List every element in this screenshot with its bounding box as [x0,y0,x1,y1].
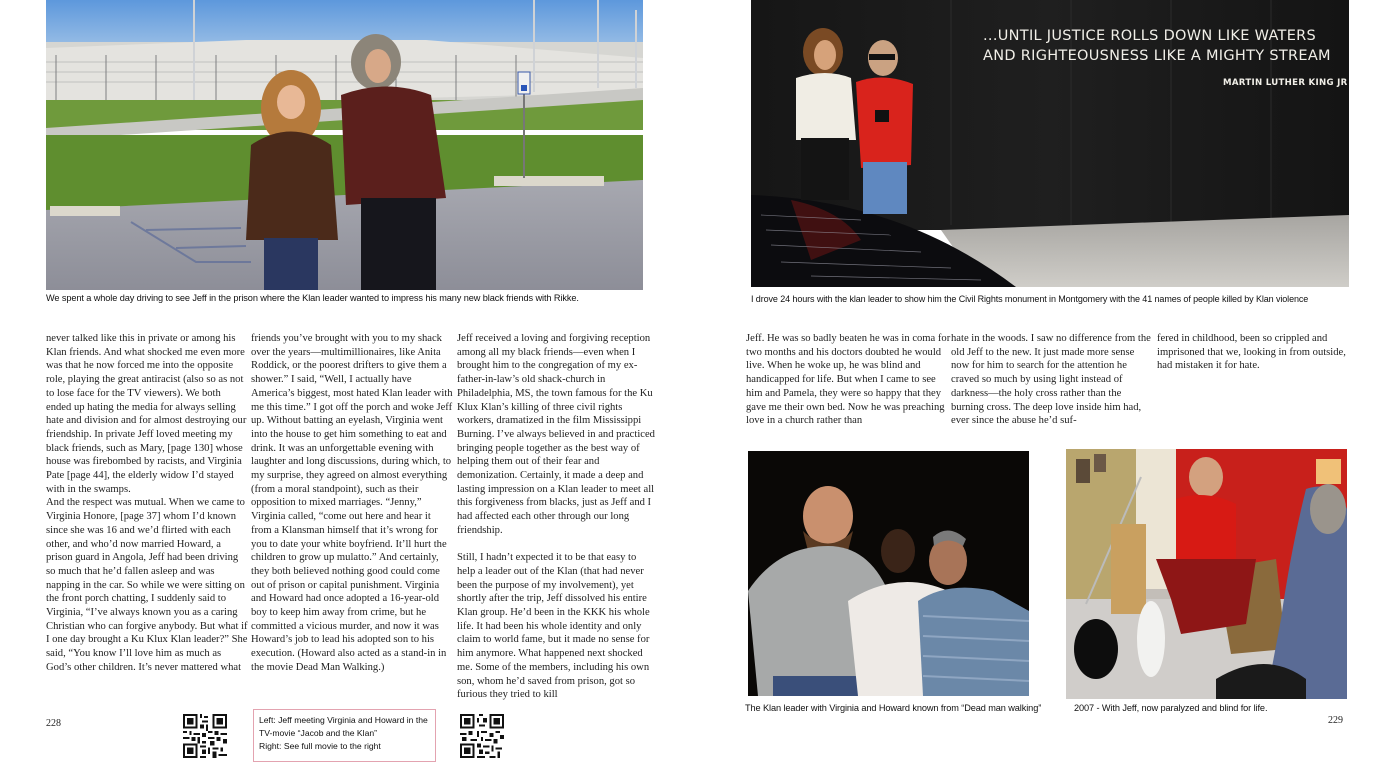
left-column-2 [251,332,453,675]
right-column-3 [1157,332,1357,373]
left-column-3 [457,332,657,702]
memorial-photo-caption: I drove 24 hours with the klan leader to show him the Civil Rights monument in Montgomery with the 41 names of people killed by Klan violence [751,294,1309,304]
memorial-quote-line-2: AND RIGHTEOUSNESS LIKE A MIGHTY STREAM [983,48,1331,64]
virginia-howard-caption: The Klan leader with Virginia and Howard known from “Dead man walking” [745,703,1042,713]
jeff-2007-photo [1066,449,1347,699]
memorial-quote-author: MARTIN LUTHER KING JR [1223,78,1348,88]
qr-code-right[interactable] [460,714,504,758]
qr-code-left[interactable] [183,714,227,758]
prison-scene-image [46,0,643,290]
qr-note-box [253,709,436,762]
paragraph: never talked like this in private or among his Klan friends. And what shocked me even more was that he now forced me into the opposite role, playing the great antiracist (also so as not to lose face for the TV viewers). We both ended up hating the media for always selling hate and division and for almost destroying our friendship. In private Jeff loved meeting my black friends, such as Mary, [page 130] whose house was firebombed by racists, and Virginia Pate [page 44], the elderly widow I’d stayed with in the swamps. [46,333,247,495]
right-column-1 [746,332,951,428]
qr-note-line: TV-movie “Jacob and the Klan” [259,728,377,739]
night-group-image [748,451,1029,696]
right-column-2 [951,332,1153,428]
virginia-howard-photo [748,451,1029,696]
left-column-1 [46,332,248,675]
page-number-right: 229 [1328,715,1343,726]
living-room-image [1066,449,1347,699]
paragraph: hate in the woods. I saw no difference from the old Jeff to the new. It just made more sense now for him to search for the attention he craved so much by using light instead of darkness—the holy cross rather than the burning cross. The deep love inside him had, ever since the abuse he’d suf- [951,333,1151,427]
paragraph: And the respect was mutual. When we came to Virginia Honore, [page 37] whom I’d known since she was 16 and we’d flirted with each other, and who’d now married Howard, a prison guard in Angola, Jeff had been driving so much that he’d fallen asleep and was napping in the car. So while we were sitting on the front porch chatting, I suddenly said to Virginia, “I’ve always known you as a caring Christian who can forgive anybody. But what if I one day brought a Ku Klux Klan leader?” She said, “You know I’ll love him as much as God’s other children. It’s never mattered what [46,497,248,673]
qr-code-icon [183,714,227,758]
jeff-2007-caption: 2007 - With Jeff, now paralyzed and blind for life. [1074,703,1268,713]
paragraph: fered in childhood, been so crippled and imprisoned that we, looking in from outside, had mistaken it for hate. [1157,333,1346,372]
paragraph: Jeff received a loving and forgiving reception among all my black friends—even when I brought him to the congregation of my ex-father-in-law’s old shack-church in Philadelphia, MS, the town famous for the Ku Klux Klan’s killing of three civil rights workers, dramatized in the film Mississippi Burning. I’ve always believed in and practiced bringing people together as the best way of helping them out of their fear and demonization. Certainly, it made a deep and lasting impression on a Klan leader to meet all this forgiveness from blacks, just as Jeff and I had affected each other through our long friendship. [457,333,655,536]
paragraph: Still, I hadn’t expected it to be that easy to help a leader out of the Klan (that had never been the purpose of my involvement), yet shortly after the trip, Jeff dissolved his entire Klan group. He’d been in the KKK his whole life. It had been his whole identity and only claim to world fame, but it made no sense for him anymore. What happened next shocked me. Some of the members, including his own son, whom he’d saved from prison, got so furious they tried to kill [457,552,650,701]
paragraph: Jeff. He was so badly beaten he was in coma for two months and his doctors doubted he would live. When he woke up, he was blind and handicapped for life. But when I came to see him and Pamela, they were so happy that they gave me their own bed. Now he was preaching love in a church rather than [746,333,951,427]
paragraph: friends you’ve brought with you to my shack over the years—multimillionaires, like Anita Roddick, or the poorest drifters to give them a shower.” I said, “Well, I actually have America’s biggest, most hated Klan leader with me this time.” I got off the porch and woke Jeff up. Without batting an eyelash, Virginia went into the house to get him something to eat and drink. It was an unforgettable evening with laughter and long discussions, during which, to my surprise, they agreed on almost everything (from a moral standpoint), such as their opposition to mixed marriages. “Jenny,” Virginia called, “come out here and hear it from a Klansman himself that it’s wrong for you to date your white boyfriend. It’ll hurt the children to grow up mulatto.” And certainly, they both believed nothing good could come out of prison or capital punishment. Virginia and Howard had once adopted a 16-year-old boy to keep him away from crime, but he committed a vicious murder, and now it was Howard’s job to lead his adopted son to his execution. (Howard also acted as a stand-in in the movie Dead Man Walking.) [251,333,453,673]
prison-photo-caption: We spent a whole day driving to see Jeff in the prison where the Klan leader wanted to impress his many new black friends with Rikke. [46,293,579,303]
prison-visit-photo [46,0,643,290]
civil-rights-memorial-photo [751,0,1349,287]
page-number-left: 228 [46,718,61,729]
qr-code-icon [460,714,504,758]
qr-note-line: Left: Jeff meeting Virginia and Howard in the [259,715,428,725]
qr-note-line: Right: See full movie to the right [259,741,381,752]
memorial-quote-line-1: ...UNTIL JUSTICE ROLLS DOWN LIKE WATERS [983,28,1317,44]
